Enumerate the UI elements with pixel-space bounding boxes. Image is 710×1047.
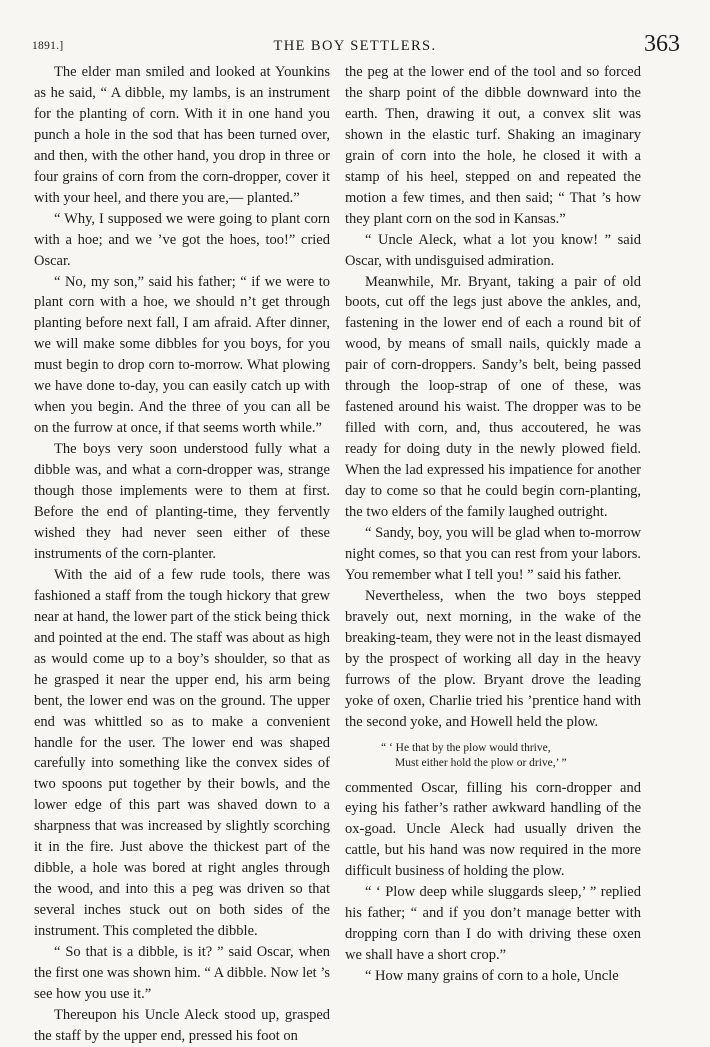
continued-paragraph: commented Oscar, filling his corn-dropper and eying his father’s rather awkward handling of the ox-goad. Uncle Aleck had usually driven the cattle, but his hand was now required in the more difficult business of holding the plow. (345, 779, 641, 880)
paragraph: “ ‘ Plow deep while sluggards sleep,’ ” replied his father; “ and if you don’t manage better with dropping corn than I do with driving these oxen we shall have a short crop.” (345, 884, 641, 964)
paragraph: “ How many grains of corn to a hole, Uncle (365, 968, 619, 985)
verse-line: Must either hold the plow or drive,’ ” (395, 756, 567, 769)
paragraph: “ Why, I supposed we were going to plant corn with a hoe; and we ’ve got the hoes, too!” cried Oscar. (34, 210, 330, 269)
running-title: THE BOY SETTLERS. (273, 38, 437, 54)
left-column (34, 62, 330, 1047)
paragraph: “ Sandy, boy, you will be glad when to-morrow night comes, so that you can rest from your labors. You remember what I tell you! ” said his father. (345, 524, 641, 583)
verse-quote (345, 741, 641, 771)
paragraph: The boys very soon understood fully what a dibble was, and what a corn-dropper was, strange though those implements were to them at first. Before the end of planting-time, they fervently wished they had never seen either of these instruments of the corn-planter. (34, 441, 330, 562)
running-header (30, 31, 680, 64)
verse-line: “ ‘ He that by the plow would thrive, (381, 741, 551, 754)
issue-date: 1891.] (32, 40, 64, 52)
right-column (345, 62, 641, 987)
paragraph: Meanwhile, Mr. Bryant, taking a pair of old boots, cut off the legs just above the ankles, and, fastening in the lower end of each a round bit of wood, by means of small nails, quickly made a pair of corn-droppers. Sandy’s belt, being passed through the loop-strap of one of these, was fastened around his waist. The dropper was to be filled with corn, and, thus accoutered, he was ready for doing duty in the newly plowed field. When the lad expressed his impatience for another day to come so that he could begin corn-planting, the two elders of the family laughed outright. (345, 273, 641, 521)
page-number: 363 (644, 31, 680, 57)
paragraph: Nevertheless, when the two boys stepped bravely out, next morning, in the wake of the breaking-team, they were not in the least dismayed by the prospect of working all day in the heavy furrows of the plow. Bryant drove the leading yoke of oxen, Charlie tried his ’prentice hand with the second yoke, and Howell held the plow. (345, 587, 641, 730)
paragraph: The elder man smiled and looked at Younkins as he said, “ A dibble, my lambs, is an instrument for the planting of corn. With it in one hand you punch a hole in the sod that has been turned over, and then, with the other hand, you drop in three or four grains of corn from the corn-dropper, cover it with your heel, and there you are,— planted.” (34, 64, 330, 206)
paragraph: Thereupon his Uncle Aleck stood up, grasped the staff by the upper end, pressed his foot on (34, 1006, 330, 1044)
paragraph: “ Uncle Aleck, what a lot you know! ” said Oscar, with undisguised admiration. (345, 231, 641, 269)
continued-paragraph: the peg at the lower end of the tool and so forced the sharp point of the dibble downward into the earth. Then, drawing it out, a convex slit was shown in the elastic turf. Shaking an imaginary grain of corn into the hole, he closed it with a stamp of his heel, stepped on and repeated the motion a few times, and then said; “ That ’s how they plant corn on the sod in Kansas.” (345, 64, 641, 227)
paragraph: “ No, my son,” said his father; “ if we were to plant corn with a hoe, we should n’t get through planting before next fall, I am afraid. After dinner, we will make some dibbles for you boys, for you must begin to drop corn to-morrow. What plowing we have done to-day, you can easily catch up with when you begin. And the three of you can all be on the furrow at once, if that seems worth while.” (34, 273, 330, 437)
paragraph: “ So that is a dibble, is it? ” said Oscar, when the first one was shown him. “ A dibble. Now let ’s see how you use it.” (34, 944, 331, 1002)
paragraph: With the aid of a few rude tools, there was fashioned a staff from the tough hickory that grew near at hand, the lower part of the stick being thick and pointed at the end. The staff was about as high as would come up to a boy’s shoulder, so that as he grasped it near the upper end, his arm being bent, the lower end was on the ground. The upper end was whittled so as to make a convenient handle for the user. The lower end was shaped carefully into something like the convex sides of two spoons put together by their bowls, and the lower edge of this part was shaved down to a sharpness that was increased by slightly scorching it in the fire. Just above the thickest part of the dibble, a hole was bored at right angles through the wood, and into this a peg was driven so that several inches stuck out on both sides of the instrument. This completed the dibble. (34, 566, 330, 940)
